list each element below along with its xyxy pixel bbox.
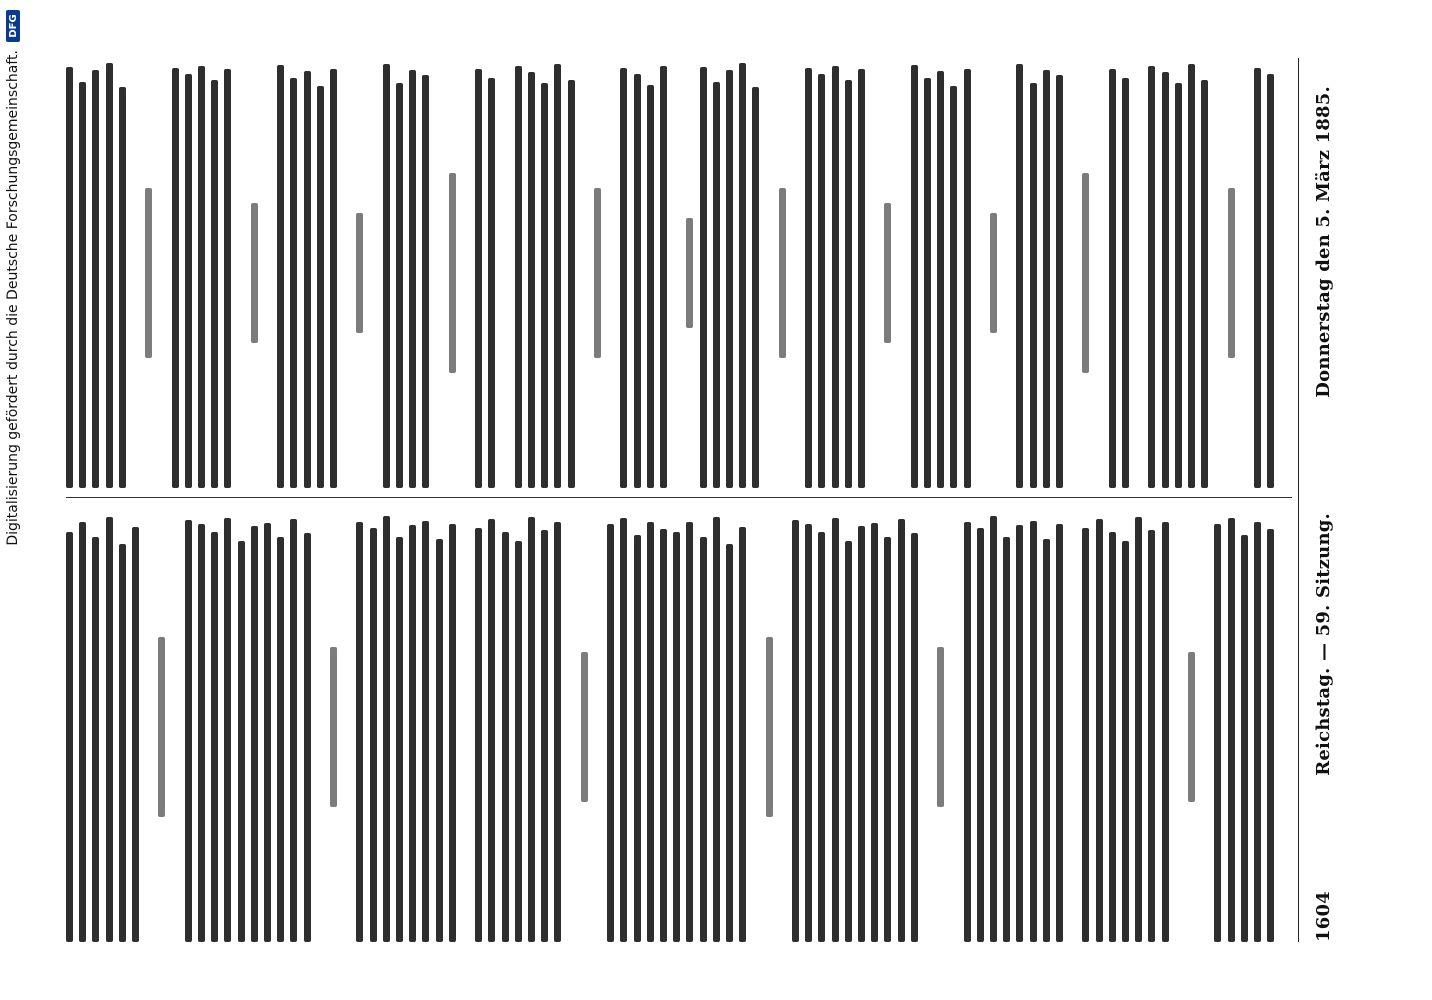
text-line [1201,512,1208,942]
text-line [1069,58,1076,488]
text-line [911,533,918,942]
text-line [462,58,469,488]
text-line [317,512,324,942]
text-line [409,70,416,488]
text-line [224,518,231,942]
text-line [990,516,997,942]
text-line [594,512,601,942]
text-line [1148,530,1155,942]
text-line [158,637,165,817]
right-column-text-lines [66,58,1292,488]
text-line [1175,83,1182,488]
session-title: Reichstag. — 59. Sitzung. [1312,513,1334,776]
text-line [805,524,812,942]
text-line [1267,74,1274,488]
text-line [290,519,297,942]
text-line [1016,525,1023,942]
text-line [779,188,786,358]
text-line [924,78,931,488]
text-line [541,530,548,942]
text-columns [66,58,1292,942]
text-line [422,521,429,942]
text-line [647,85,654,488]
text-line [436,539,443,942]
text-line [277,65,284,488]
text-line [211,532,218,942]
page-header [1306,0,1340,1000]
text-line [79,82,86,488]
text-line [1228,518,1235,942]
text-line [475,528,482,942]
text-line [1056,524,1063,942]
text-line [1082,173,1089,373]
text-line [528,72,535,488]
text-line [1135,58,1142,488]
text-line [1030,521,1037,942]
text-line [792,520,799,942]
text-line [106,517,113,942]
session-date: Donnerstag den 5. März 1885. [1312,86,1334,398]
text-line [1016,64,1023,488]
text-line [1003,537,1010,942]
text-line [1135,517,1142,942]
text-line [1056,75,1063,488]
text-line [198,524,205,942]
text-line [779,512,786,942]
text-line [1201,80,1208,488]
text-line [700,67,707,488]
text-line [1241,535,1248,942]
text-line [884,203,891,343]
text-line [1122,78,1129,488]
text-line [964,69,971,488]
text-line [1241,58,1248,488]
text-line [554,64,561,488]
text-line [1148,66,1155,488]
text-line [884,537,891,942]
text-line [766,58,773,488]
text-line [818,74,825,488]
page-number: 1604 [1312,891,1334,942]
text-line [1096,519,1103,942]
text-line [488,519,495,942]
text-line [330,647,337,807]
text-line [198,66,205,488]
text-line [158,58,165,488]
text-line [607,58,614,488]
text-line [119,544,126,942]
right-column [66,58,1292,488]
text-line [132,58,139,488]
text-line [950,86,957,488]
text-line [541,83,548,488]
text-line [1188,652,1195,802]
text-line [185,74,192,488]
text-line [673,58,680,488]
text-line [449,173,456,373]
text-line [317,86,324,488]
text-line [264,58,271,488]
text-line [713,517,720,942]
text-line [515,541,522,942]
text-line [290,78,297,488]
text-line [554,522,561,942]
text-line [92,70,99,488]
text-line [1214,524,1221,942]
text-line [1043,70,1050,488]
text-line [686,218,693,328]
text-line [898,519,905,942]
column-separator [66,497,1292,498]
text-line [752,512,759,942]
text-line [1122,541,1129,942]
left-column [66,512,1292,942]
text-line [977,528,984,942]
text-line [409,525,416,942]
text-line [370,528,377,942]
text-line [1228,188,1235,358]
text-line [304,71,311,488]
text-line [620,68,627,488]
text-line [792,58,799,488]
text-line [356,213,363,333]
dfg-logo: DFG [6,10,20,42]
text-line [277,537,284,942]
text-line [449,524,456,942]
text-line [1109,69,1116,488]
text-line [251,526,258,942]
text-line [224,69,231,488]
text-line [370,58,377,488]
text-line [660,529,667,942]
text-line [660,66,667,488]
text-line [264,523,271,942]
text-line [607,524,614,942]
text-line [1030,83,1037,488]
text-line [1069,512,1076,942]
text-line [766,637,773,817]
text-line [805,68,812,488]
text-line [251,203,258,343]
text-line [145,188,152,358]
text-line [1162,72,1169,488]
text-line [1254,68,1261,488]
text-line [818,532,825,942]
header-rule [1298,58,1299,942]
text-line [634,535,641,942]
text-line [172,512,179,942]
text-line [1082,528,1089,942]
text-line [343,58,350,488]
text-line [700,537,707,942]
text-line [950,512,957,942]
text-line [502,58,509,488]
text-line [937,71,944,488]
text-line [436,58,443,488]
text-line [858,526,865,942]
text-line [356,522,363,942]
text-line [92,537,99,942]
text-line [739,527,746,942]
text-line [845,541,852,942]
text-line [145,512,152,942]
text-line [1003,58,1010,488]
text-line [713,82,720,488]
text-line [211,80,218,488]
text-line [845,80,852,488]
text-line [1188,64,1195,488]
text-line [568,512,575,942]
text-line [1175,512,1182,942]
text-line [502,532,509,942]
text-line [1214,58,1221,488]
text-line [964,522,971,942]
text-line [66,67,73,488]
text-line [581,652,588,802]
text-line [726,544,733,942]
text-line [990,213,997,333]
text-line [1109,532,1116,942]
text-line [686,522,693,942]
text-line [752,87,759,488]
text-line [330,69,337,488]
text-line [832,518,839,942]
text-line [383,516,390,942]
text-line [581,58,588,488]
text-line [528,517,535,942]
text-line [422,75,429,488]
text-line [871,58,878,488]
text-line [1267,529,1274,942]
text-line [977,58,984,488]
text-line [620,518,627,942]
text-line [515,66,522,488]
text-line [185,520,192,942]
text-line [634,74,641,488]
text-line [119,87,126,488]
text-line [238,541,245,942]
text-line [304,533,311,942]
text-line [898,58,905,488]
text-line [475,69,482,488]
text-line [396,83,403,488]
text-line [924,512,931,942]
text-line [79,522,86,942]
text-line [937,647,944,807]
digitization-credit-text: Digitalisierung gefördert durch die Deutsche Forschungsgemeinschaft. [5,50,21,546]
text-line [1162,522,1169,942]
text-line [343,512,350,942]
text-line [488,78,495,488]
text-line [1254,522,1261,942]
text-line [858,69,865,488]
text-line [871,523,878,942]
left-column-text-lines [66,512,1292,942]
text-line [647,522,654,942]
text-line [396,537,403,942]
text-line [383,64,390,488]
text-line [568,80,575,488]
text-line [462,512,469,942]
text-line [594,188,601,358]
text-line [66,532,73,942]
text-line [132,527,139,942]
text-line [911,65,918,488]
text-line [172,68,179,488]
text-line [1096,58,1103,488]
digitization-credit [0,0,26,1000]
text-line [673,532,680,942]
text-line [1043,539,1050,942]
text-line [106,63,113,488]
text-line [726,70,733,488]
text-line [832,66,839,488]
text-line [238,58,245,488]
text-line [739,63,746,488]
